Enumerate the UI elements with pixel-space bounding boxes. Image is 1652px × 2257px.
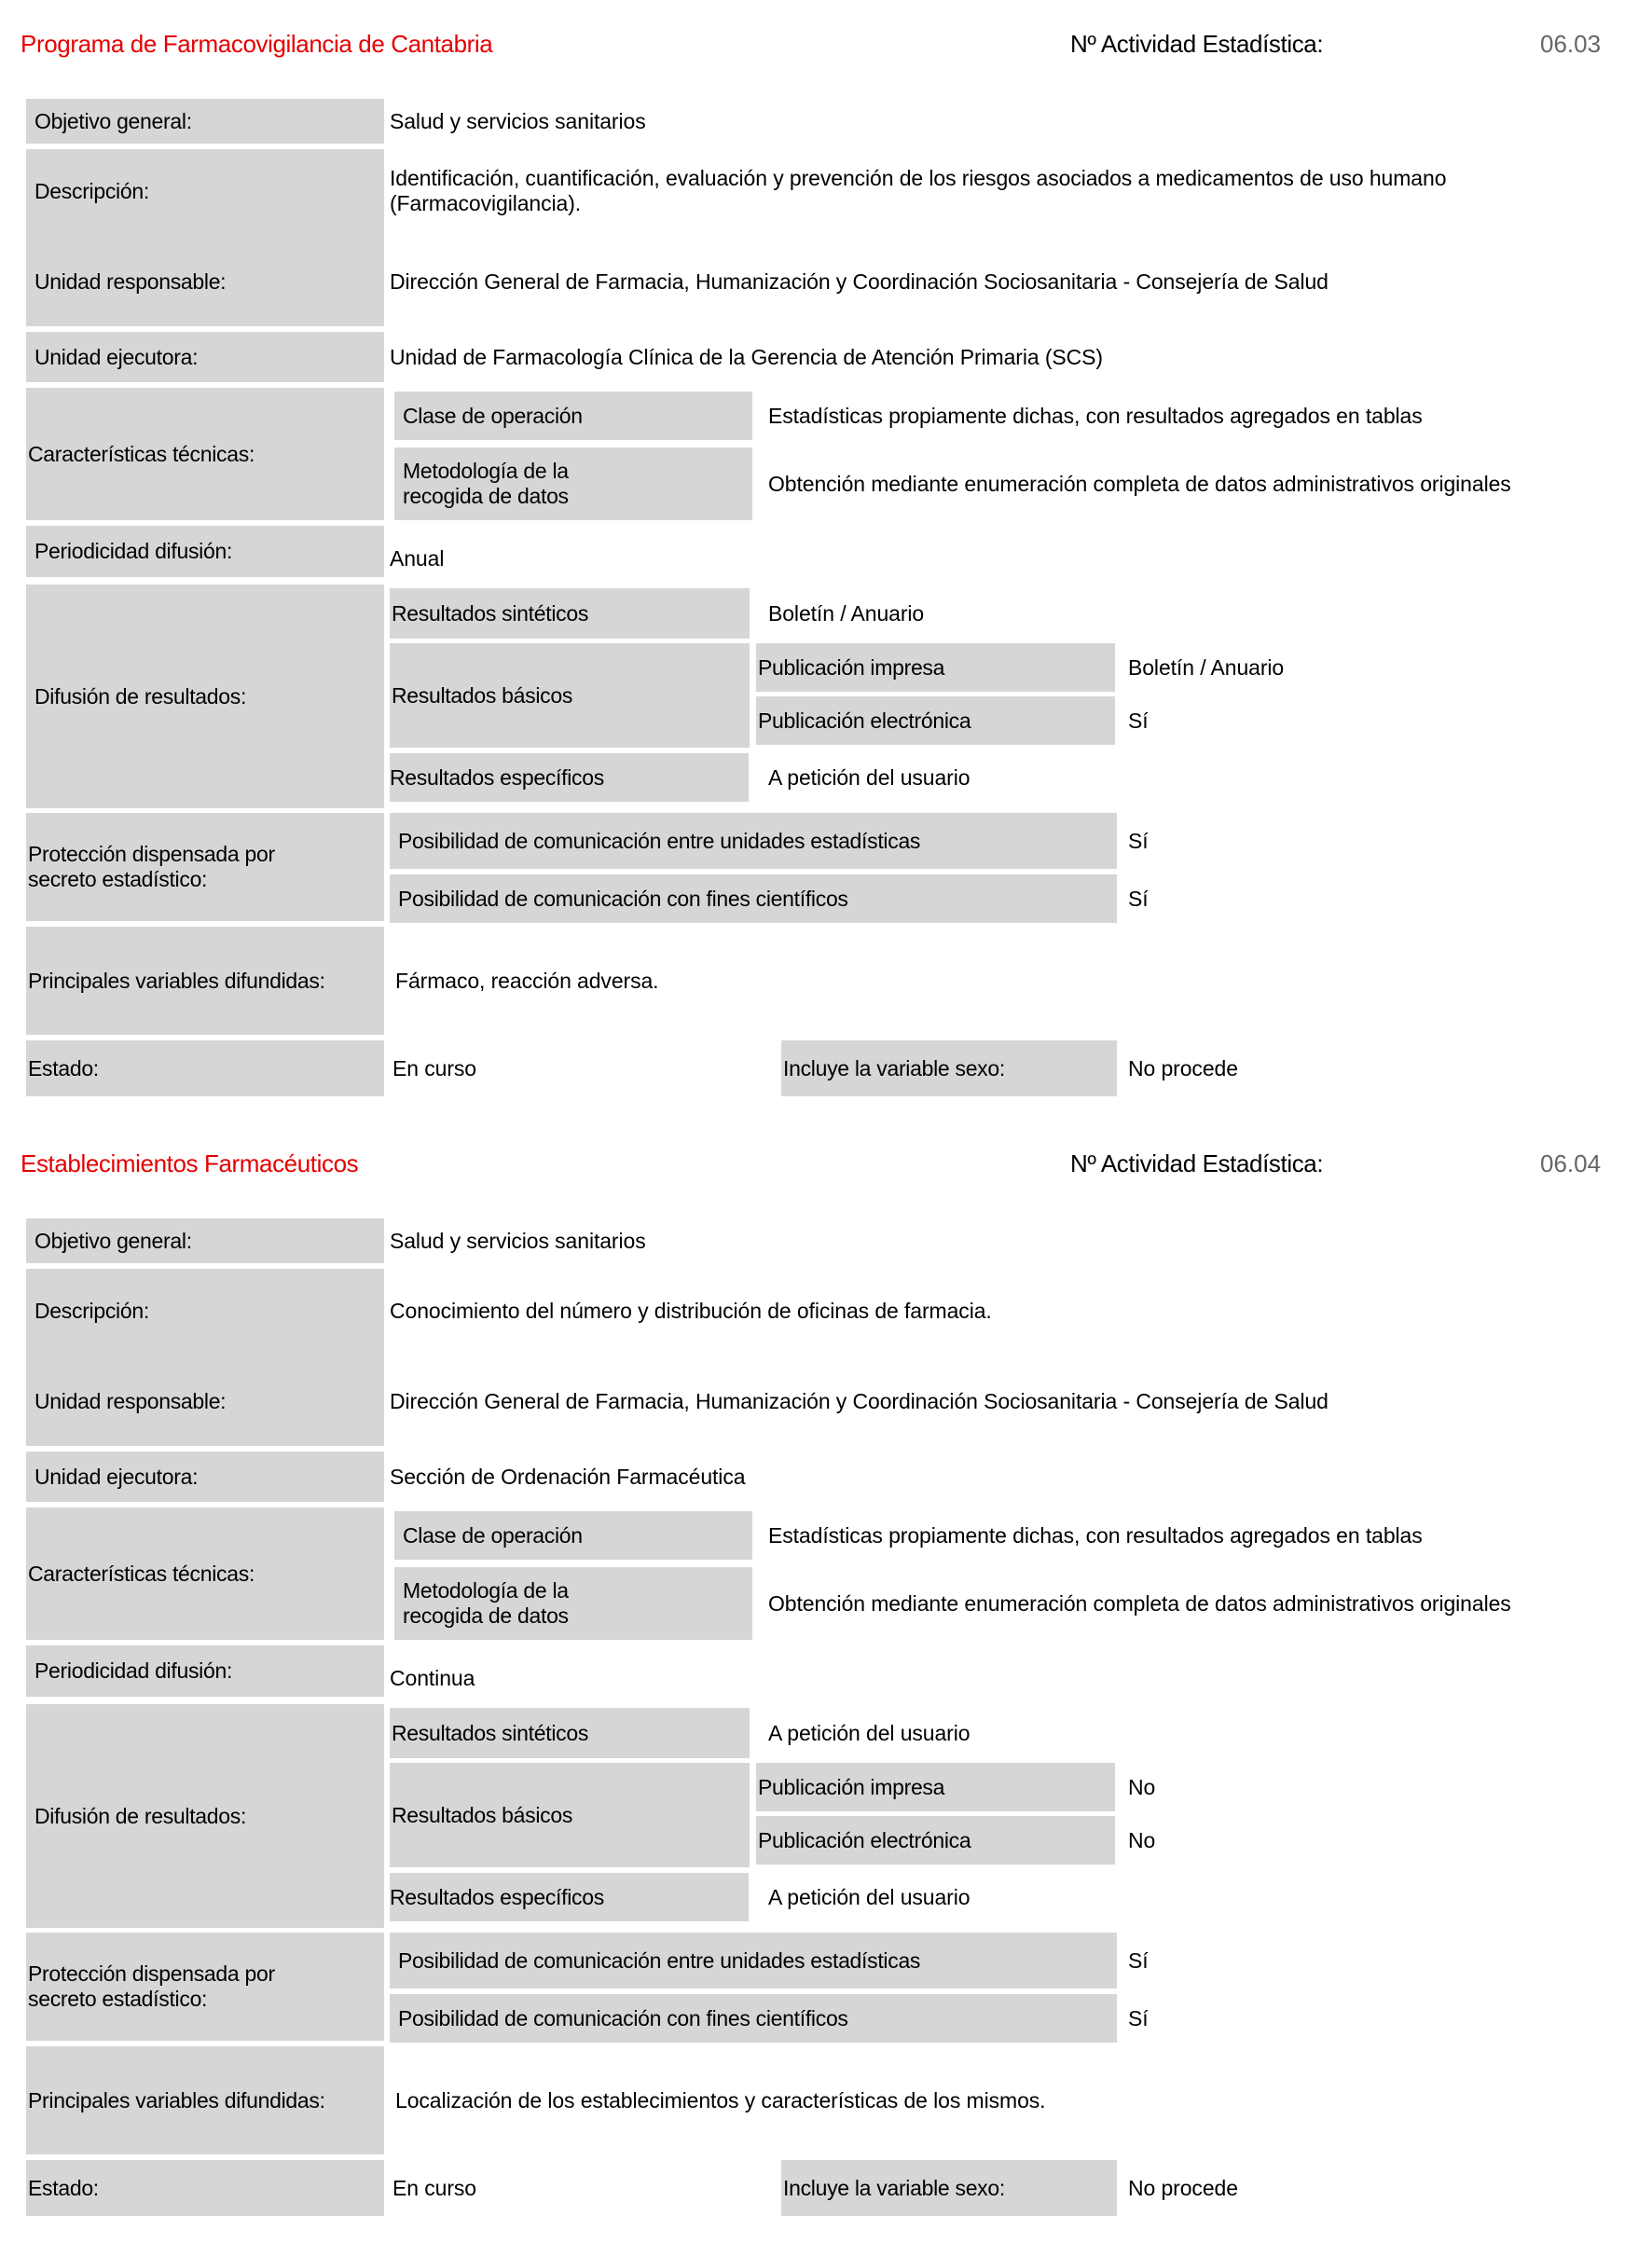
unidad-ejecutora-label: Unidad ejecutora: bbox=[26, 1452, 384, 1502]
periodicidad-value: Continua bbox=[390, 1666, 475, 1691]
section-title: Establecimientos Farmacéuticos bbox=[21, 1149, 359, 1177]
publicacion-impresa-label: Publicación impresa bbox=[756, 643, 1115, 692]
resultados-especificos-label: Resultados específicos bbox=[390, 753, 749, 802]
unidad-responsable-label: Unidad responsable: bbox=[34, 1389, 227, 1414]
metodologia-value: Obtención mediante enumeración completa de datos administrativos originales bbox=[768, 471, 1511, 496]
publicacion-electronica-value: Sí bbox=[1128, 708, 1149, 733]
objetivo-value: Salud y servicios sanitarios bbox=[390, 108, 646, 133]
proteccion-label: Protección dispensada por secreto estadístico: bbox=[26, 813, 384, 921]
comunicacion-unidades-value: Sí bbox=[1128, 828, 1149, 853]
clase-operacion-label: Clase de operación bbox=[394, 392, 752, 440]
variables-value: Localización de los establecimientos y características de los mismos. bbox=[395, 2087, 1046, 2112]
comunicacion-cientificos-value: Sí bbox=[1128, 886, 1149, 911]
estado-label: Estado: bbox=[26, 1040, 384, 1096]
unidad-responsable-label: Unidad responsable: bbox=[34, 269, 227, 295]
objetivo-label: Objetivo general: bbox=[26, 99, 384, 144]
comunicacion-unidades-label: Posibilidad de comunicación entre unidades estadísticas bbox=[390, 1933, 1117, 1989]
unidad-ejecutora-value: Unidad de Farmacología Clínica de la Gerencia de Atención Primaria (SCS) bbox=[390, 344, 1103, 369]
estado-value: En curso bbox=[392, 2175, 476, 2200]
descripcion-value: Conocimiento del número y distribución de oficinas de farmacia. bbox=[390, 1298, 992, 1323]
objetivo-value: Salud y servicios sanitarios bbox=[390, 1228, 646, 1253]
variables-value: Fármaco, reacción adversa. bbox=[395, 968, 659, 993]
incluye-sexo-label: Incluye la variable sexo: bbox=[781, 2160, 1117, 2216]
variables-label: Principales variables difundidas: bbox=[26, 2046, 384, 2154]
resultados-especificos-label: Resultados específicos bbox=[390, 1873, 749, 1921]
objetivo-label: Objetivo general: bbox=[26, 1218, 384, 1263]
metodologia-label: Metodología de la recogida de datos bbox=[394, 447, 752, 520]
activity-number-label: Nº Actividad Estadística: bbox=[1070, 1149, 1324, 1177]
resultados-especificos-value: A petición del usuario bbox=[768, 764, 971, 790]
descripcion-label: Descripción: bbox=[34, 178, 149, 203]
publicacion-electronica-label: Publicación electrónica bbox=[756, 696, 1115, 745]
metodologia-value: Obtención mediante enumeración completa de datos administrativos originales bbox=[768, 1590, 1511, 1616]
section-title: Programa de Farmacovigilancia de Cantabria bbox=[21, 30, 493, 58]
metodologia-label: Metodología de la recogida de datos bbox=[394, 1567, 752, 1640]
publicacion-impresa-value: Boletín / Anuario bbox=[1128, 654, 1285, 680]
resultados-basicos-label: Resultados básicos bbox=[390, 1763, 750, 1867]
resultados-sinteticos-label: Resultados sintéticos bbox=[390, 1708, 750, 1758]
activity-number-value: 06.04 bbox=[1540, 1149, 1602, 1177]
descripcion-value: Identificación, cuantificación, evaluación y prevención de los riesgos asociados a medicamentos de uso humano (Farmacovigilancia). bbox=[390, 166, 1447, 215]
proteccion-label: Protección dispensada por secreto estadístico: bbox=[26, 1933, 384, 2041]
resultados-especificos-value: A petición del usuario bbox=[768, 1884, 971, 1909]
comunicacion-cientificos-value: Sí bbox=[1128, 2005, 1149, 2030]
publicacion-electronica-label: Publicación electrónica bbox=[756, 1816, 1115, 1865]
difusion-label: Difusión de resultados: bbox=[26, 585, 384, 808]
clase-operacion-label: Clase de operación bbox=[394, 1511, 752, 1560]
clase-operacion-value: Estadísticas propiamente dichas, con resultados agregados en tablas bbox=[768, 1522, 1423, 1548]
incluye-sexo-value: No procede bbox=[1128, 1055, 1238, 1080]
incluye-sexo-value: No procede bbox=[1128, 2175, 1238, 2200]
publicacion-impresa-value: No bbox=[1128, 1774, 1156, 1799]
activity-number-label: Nº Actividad Estadística: bbox=[1070, 30, 1324, 58]
estado-label: Estado: bbox=[26, 2160, 384, 2216]
unidad-ejecutora-value: Sección de Ordenación Farmacéutica bbox=[390, 1464, 746, 1489]
difusion-label: Difusión de resultados: bbox=[26, 1704, 384, 1928]
comunicacion-cientificos-label: Posibilidad de comunicación con fines científicos bbox=[390, 874, 1117, 923]
unidad-responsable-value: Dirección General de Farmacia, Humanización y Coordinación Sociosanitaria - Consejería de Salud bbox=[390, 1389, 1328, 1414]
periodicidad-value: Anual bbox=[390, 546, 445, 571]
activity-number-value: 06.03 bbox=[1540, 30, 1602, 58]
variables-label: Principales variables difundidas: bbox=[26, 927, 384, 1035]
comunicacion-unidades-value: Sí bbox=[1128, 1947, 1149, 1973]
publicacion-electronica-value: No bbox=[1128, 1827, 1156, 1852]
comunicacion-unidades-label: Posibilidad de comunicación entre unidades estadísticas bbox=[390, 813, 1117, 869]
clase-operacion-value: Estadísticas propiamente dichas, con resultados agregados en tablas bbox=[768, 403, 1423, 428]
caracteristicas-label: Características técnicas: bbox=[26, 388, 384, 520]
periodicidad-label: Periodicidad difusión: bbox=[26, 1645, 384, 1697]
unidad-responsable-value: Dirección General de Farmacia, Humanización y Coordinación Sociosanitaria - Consejería de Salud bbox=[390, 269, 1328, 295]
estado-value: En curso bbox=[392, 1055, 476, 1080]
comunicacion-cientificos-label: Posibilidad de comunicación con fines científicos bbox=[390, 1994, 1117, 2043]
publicacion-impresa-label: Publicación impresa bbox=[756, 1763, 1115, 1811]
resultados-basicos-label: Resultados básicos bbox=[390, 643, 750, 748]
incluye-sexo-label: Incluye la variable sexo: bbox=[781, 1040, 1117, 1096]
resultados-sinteticos-value: A petición del usuario bbox=[768, 1720, 971, 1745]
resultados-sinteticos-value: Boletín / Anuario bbox=[768, 600, 925, 626]
caracteristicas-label: Características técnicas: bbox=[26, 1507, 384, 1640]
descripcion-label: Descripción: bbox=[34, 1298, 149, 1323]
periodicidad-label: Periodicidad difusión: bbox=[26, 526, 384, 577]
resultados-sinteticos-label: Resultados sintéticos bbox=[390, 588, 750, 639]
unidad-ejecutora-label: Unidad ejecutora: bbox=[26, 332, 384, 382]
